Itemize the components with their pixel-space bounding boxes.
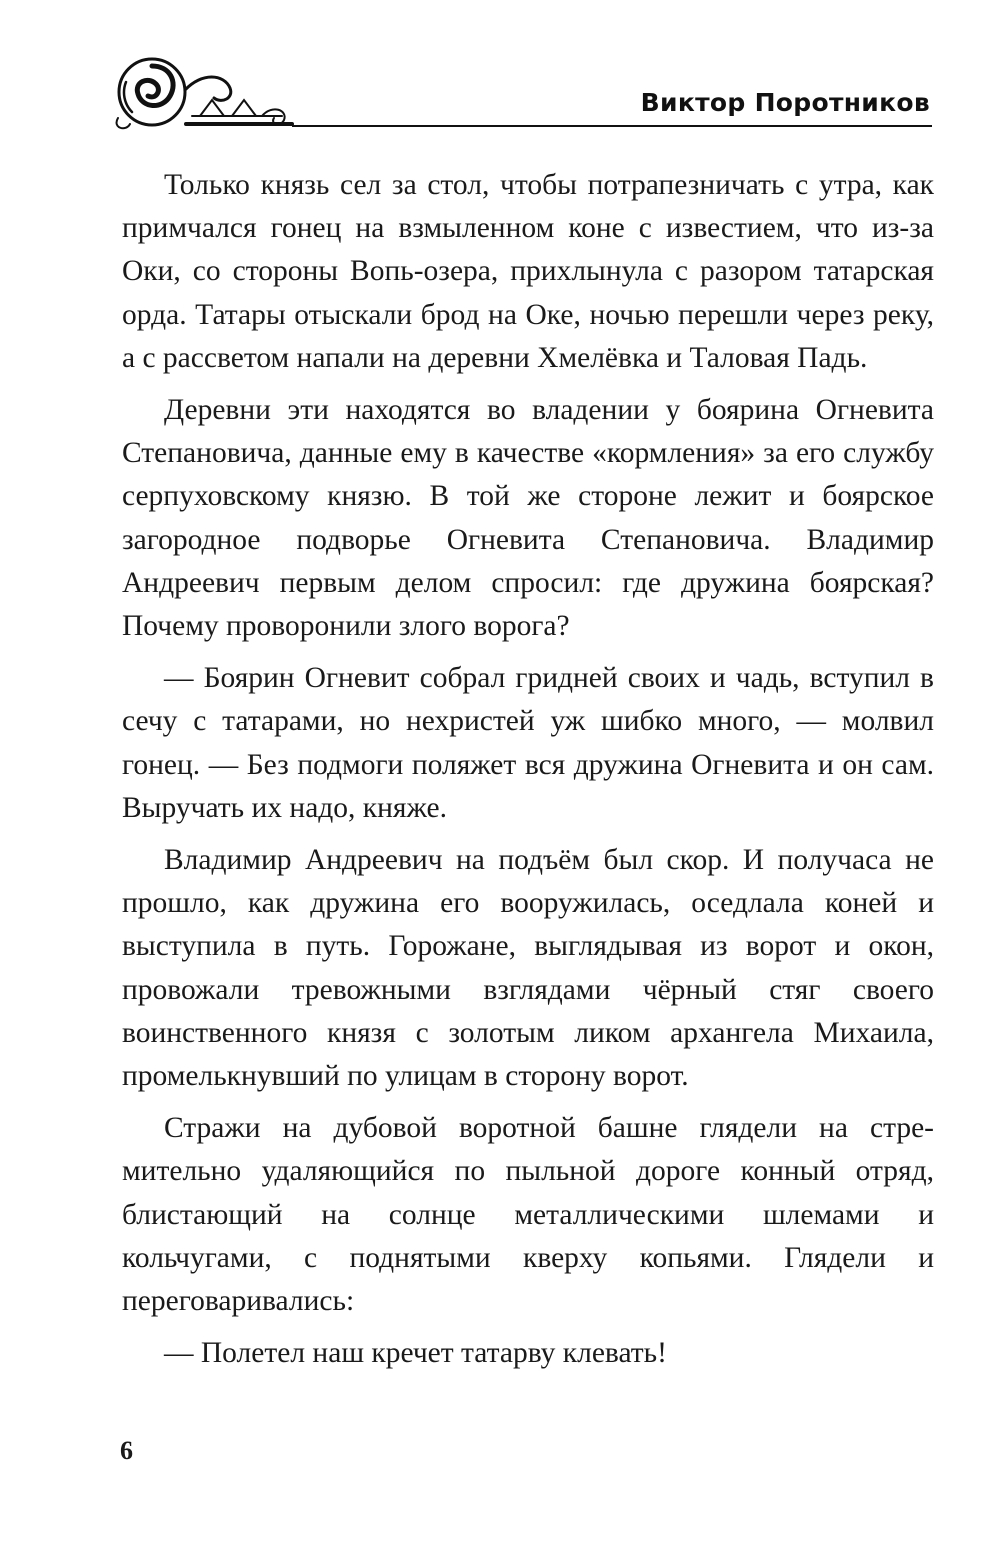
page-header: [0, 0, 1000, 140]
paragraph: — Полетел наш кречет татарву клевать!: [164, 1337, 667, 1370]
running-head-author: Виктор Поротников: [640, 88, 930, 117]
header-rule: [292, 125, 932, 127]
paragraph: Только князь сел за стол, чтобы потрапезничать с утра, как примчался гонец на взмыленном коне с известием, что из-за Оки, со стороны Вопь-озера, прихлынула с разором татарская орда. Татары отыскали брод на Оке, ночью перешли через реку, а с рассветом напали на деревни Хмелёвка и Таловая Падь.: [122, 169, 934, 374]
paragraph: — Боярин Огневит собрал гридней своих и чадь, вступил в сечу с татарами, но нехристей уж шибко много, — молвил гонец. — Без подмоги поляжет вся дружина Огневита и он сам. Выручать их надо, княже.: [122, 662, 934, 824]
ornamental-swirl-icon: [112, 52, 297, 134]
page-number: 6: [120, 1436, 133, 1465]
body-text: [122, 164, 934, 1384]
paragraph: Стражи на дубовой воротной башне глядели на стремительно удаляющийся по пыльной дороге конный отряд, блистающий на солнце металлическими шлемами и кольчугами, с поднятыми кверху копьями. Глядели и переговаривались:: [122, 1112, 934, 1318]
paragraph: Владимир Андреевич на подъём был скор. И получаса не прошло, как дружина его вооружилась, оседлала коней и выступила в путь. Горожане, выглядывая из ворот и окон, провожали тревожными взглядами чёрный стяг своего воинственного князя с золотым ликом архангела Михаила, промелькнувший по улицам в сторону ворот.: [122, 844, 934, 1093]
paragraph: Деревни эти находятся во владении у боярина Огневита Степановича, данные ему в качестве «кормления» за его службу серпуховскому князю. В той же стороне лежит и боярское загородное подворье Огневита Степановича. Владимир Андреевич первым делом спросил: где дружина боярская? Почему проворонили злого ворога?: [122, 394, 934, 643]
